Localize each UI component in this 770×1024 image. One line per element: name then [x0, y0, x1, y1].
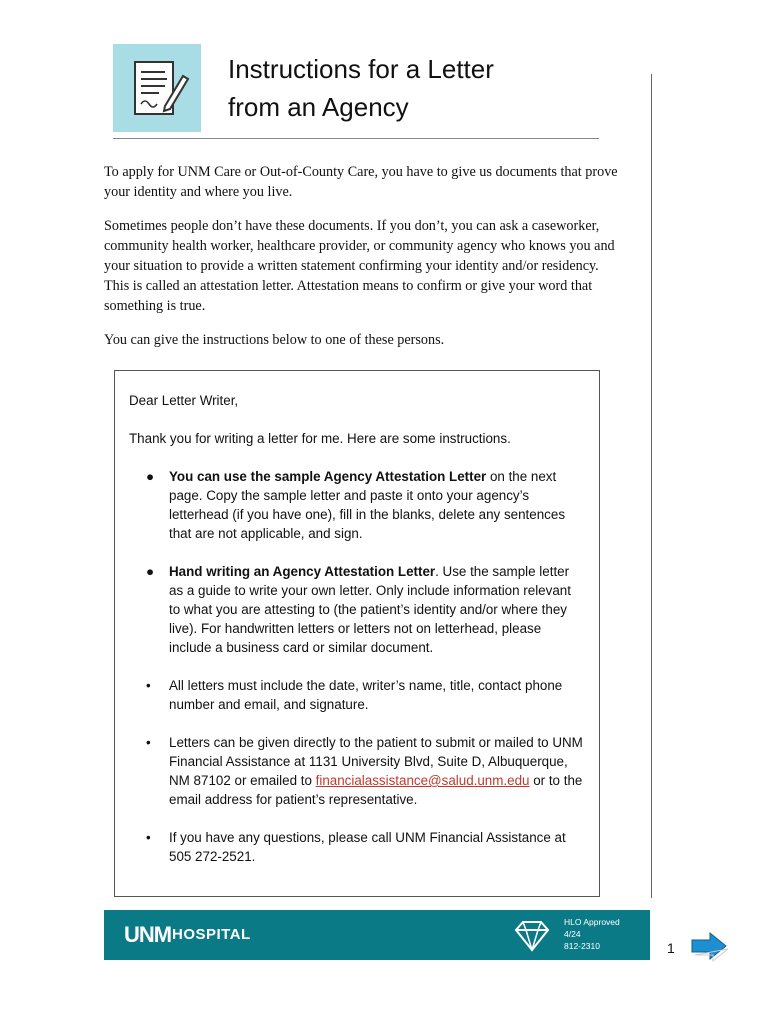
- intro-paragraph: To apply for UNM Care or Out-of-County Care, you have to give us documents that prove your identity and where you live.: [104, 164, 618, 200]
- list-item: [129, 733, 585, 809]
- unm-logo: UNM: [124, 922, 172, 947]
- title-line-1: Instructions for a Letter: [228, 54, 494, 84]
- diamond-icon: [514, 920, 550, 952]
- margin-rule: [651, 74, 652, 898]
- page-number: 1: [667, 940, 675, 956]
- document-signature-icon: [113, 44, 201, 132]
- item-text: All letters must include the date, writer’s name, title, contact phone number and email, and signature.: [169, 678, 563, 712]
- bullet-icon: ●: [146, 564, 155, 579]
- list-item: [129, 467, 585, 543]
- item-text: Letters can be given directly to the patient to submit or mailed to UNM Financial Assistance at 1131 University Blvd, Suite D, Albuquerque, NM 87102 or emailed to: [169, 735, 583, 788]
- approval-line: 812-2310: [564, 941, 600, 951]
- item-text: If you have any questions, please call UNM Financial Assistance at 505 272-2521.: [169, 830, 566, 864]
- item-text: . Use the sample letter as a guide to write your own letter. Only include information relevant to what you are attesting to (the patient’s identity and/or where they live). For handwritten letters or letters not on letterhead, please include a business card or similar document.: [169, 564, 571, 655]
- list-item: [129, 828, 585, 866]
- letter-thanks: Thank you for writing a letter for me. Here are some instructions.: [129, 431, 511, 446]
- intro-paragraph: Sometimes people don’t have these documents. If you don’t, you can ask a caseworker, community health worker, healthcare provider, or community agency who knows you and your situation to provide a written statement confirming your identity and/or residency. This is called an attestation letter. Attestation means to confirm or give your word that something is true.: [104, 218, 615, 314]
- bullet-icon: •: [146, 678, 151, 693]
- instruction-list: [129, 467, 585, 866]
- intro-paragraph: You can give the instructions below to one of these persons.: [104, 332, 445, 348]
- list-item: [129, 562, 585, 657]
- item-bold: You can use the sample Agency Attestation Letter: [169, 469, 487, 484]
- bullet-icon: ●: [146, 469, 155, 484]
- title-divider: [113, 138, 599, 139]
- instruction-letter-box: [114, 370, 600, 897]
- approval-line: 4/24: [564, 929, 581, 939]
- email-link[interactable]: financialassistance@salud.unm.edu: [315, 773, 530, 788]
- approval-line: HLO Approved: [564, 917, 620, 927]
- bullet-icon: •: [146, 830, 151, 845]
- letter-salutation: Dear Letter Writer,: [129, 393, 239, 408]
- page-title: [228, 50, 608, 126]
- intro-section: [104, 162, 624, 364]
- item-bold: Hand writing an Agency Attestation Letter: [169, 564, 436, 579]
- footer-band: [104, 910, 650, 960]
- title-line-2: from an Agency: [228, 92, 409, 122]
- header-icon-box: [113, 44, 201, 132]
- next-page-arrow-icon[interactable]: [690, 931, 730, 963]
- hospital-label: HOSPITAL: [172, 926, 251, 943]
- item-text: on the next page. Copy the sample letter and paste it onto your agency’s letterhead (if you have one), fill in the blanks, delete any sentences that are not applicable, and sign.: [169, 469, 566, 541]
- bullet-icon: •: [146, 735, 151, 750]
- approval-stamp: [564, 916, 620, 952]
- list-item: [129, 676, 585, 714]
- item-text: or to the email address for patient’s representative.: [169, 773, 583, 807]
